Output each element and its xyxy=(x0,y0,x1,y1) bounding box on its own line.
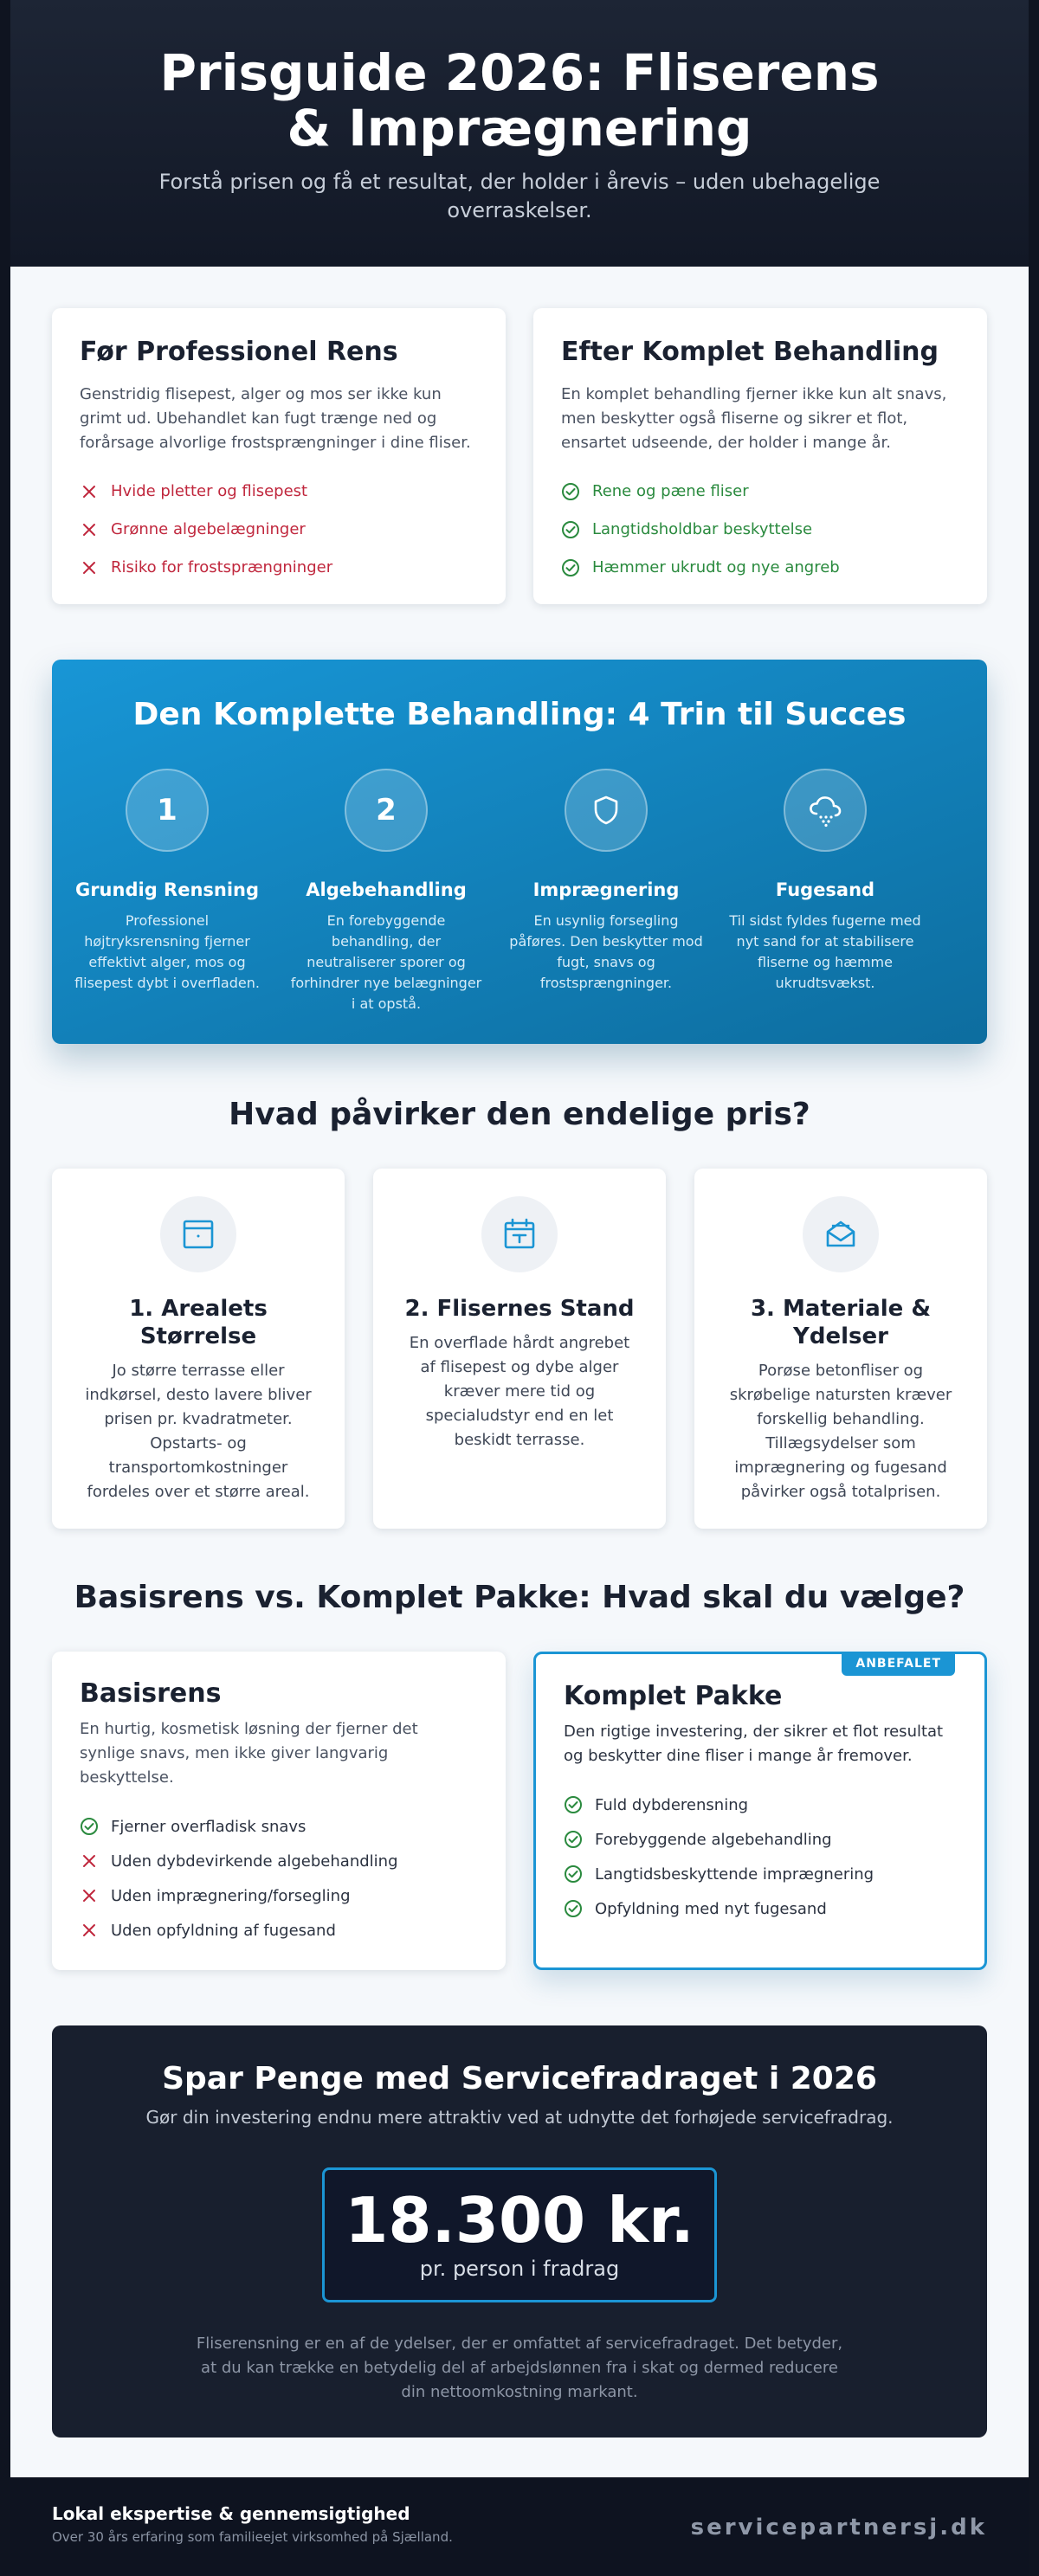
deduction-amount-box xyxy=(322,2167,717,2302)
list-item xyxy=(80,473,478,511)
check-circle-icon xyxy=(561,482,580,501)
list-item xyxy=(561,511,959,549)
check-circle-icon xyxy=(564,1795,583,1814)
factor-text: Jo større terrasse eller indkørsel, desto lavere bliver prisen pr. kvadratmeter. Opstarts- og transportomkostninger fordeles over et større areal. xyxy=(85,1362,312,1501)
list-item xyxy=(561,549,959,587)
step-title: Algebehandling xyxy=(306,879,467,900)
list-item-text: Uden dybdevirkende algebehandling xyxy=(111,1852,398,1871)
check-circle-icon xyxy=(561,558,580,577)
factor-text: En overflade hårdt angrebet af flisepest og dybe alger kræver mere tid og specialudstyr end en let beskidt terrasse. xyxy=(409,1334,630,1449)
list-item xyxy=(80,1844,478,1878)
list-item-text: Fuld dybderensning xyxy=(595,1795,749,1814)
cloud-sand-icon xyxy=(784,769,867,852)
before-card xyxy=(52,308,506,604)
step-1-badge: 1 xyxy=(126,769,209,852)
list-item-text: Langtidsbeskyttende imprægnering xyxy=(595,1864,874,1884)
list-item-text: Rene og pæne fliser xyxy=(592,482,749,500)
area-icon xyxy=(160,1196,236,1272)
steps-panel xyxy=(52,660,987,1044)
x-icon xyxy=(80,520,99,539)
calendar-icon xyxy=(481,1196,558,1272)
list-item xyxy=(80,1878,478,1913)
deduction-caption: pr. person i fradrag xyxy=(419,2257,620,2281)
recommended-badge: ANBEFALET xyxy=(842,1652,955,1676)
x-icon xyxy=(80,1886,99,1905)
check-circle-icon xyxy=(564,1899,583,1918)
shield-icon xyxy=(565,769,648,852)
list-item xyxy=(564,1822,957,1857)
list-item-text: Forebyggende algebehandling xyxy=(595,1830,832,1849)
after-list xyxy=(561,473,959,587)
savings-panel xyxy=(52,2025,987,2438)
check-circle-icon xyxy=(564,1864,583,1884)
footer-subtitle: Over 30 års erfaring som familieejet virksomhed på Sjælland. xyxy=(52,2529,453,2545)
savings-subtitle: Gør din investering endnu mere attraktiv ved at udnytte det forhøjede servicefradrag. xyxy=(145,2107,894,2128)
step-3 xyxy=(498,769,714,994)
step-2-badge: 2 xyxy=(345,769,428,852)
basic-package-list xyxy=(80,1809,478,1948)
factor-card-3 xyxy=(694,1169,987,1529)
basic-package-title: Basisrens xyxy=(80,1678,222,1709)
before-title: Før Professionel Rens xyxy=(80,337,398,367)
step-2 xyxy=(278,769,494,1014)
factor-card-2 xyxy=(373,1169,666,1529)
savings-title: Spar Penge med Servicefradraget i 2026 xyxy=(162,2061,877,2096)
list-item xyxy=(564,1787,957,1822)
factor-title: 1. Arealets Størrelse xyxy=(129,1296,268,1349)
factors-title: Hvad påvirker den endelige pris? xyxy=(229,1097,810,1132)
list-item-text: Hæmmer ukrudt og nye angreb xyxy=(592,558,840,576)
list-item xyxy=(80,511,478,549)
x-icon xyxy=(80,1852,99,1871)
list-item xyxy=(561,473,959,511)
after-title: Efter Komplet Behandling xyxy=(561,337,939,367)
check-circle-icon xyxy=(564,1830,583,1849)
list-item xyxy=(564,1857,957,1891)
page-subtitle: Forstå prisen og få et resultat, der holder i årevis – uden ubehagelige overraskelser. xyxy=(158,170,881,222)
step-text: Professionel højtryksrensning fjerner effektivt alger, mos og flisepest dybt i overfladen. xyxy=(74,912,260,991)
steps-title: Den Komplette Behandling: 4 Trin til Succes xyxy=(132,697,907,732)
packages-title: Basisrens vs. Komplet Pakke: Hvad skal du vælge? xyxy=(74,1580,965,1615)
footer-title: Lokal ekspertise & gennemsigtighed xyxy=(52,2503,410,2524)
list-item-text: Grønne algebelægninger xyxy=(111,520,306,538)
list-item-text: Fjerner overfladisk snavs xyxy=(111,1817,307,1836)
page-title: Prisguide 2026: Fliserens & Imprægnering xyxy=(159,43,880,158)
list-item-text: Opfyldning med nyt fugesand xyxy=(595,1899,827,1918)
check-circle-icon xyxy=(561,520,580,539)
step-1 xyxy=(59,769,275,994)
list-item xyxy=(564,1891,957,1926)
step-4 xyxy=(717,769,933,994)
list-item-text: Uden imprægnering/forsegling xyxy=(111,1886,351,1905)
full-package-card xyxy=(533,1652,987,1970)
list-item xyxy=(80,1913,478,1948)
open-mail-icon xyxy=(803,1196,879,1272)
footer xyxy=(10,2477,1029,2576)
x-icon xyxy=(80,482,99,501)
list-item-text: Uden opfyldning af fugesand xyxy=(111,1921,336,1940)
basic-package-description: En hurtig, kosmetisk løsning der fjerner det synlige snavs, men ikke giver langvarig beskyttelse. xyxy=(80,1720,418,1787)
list-item-text: Risiko for frostsprængninger xyxy=(111,558,333,576)
check-circle-icon xyxy=(80,1817,99,1836)
factor-text: Porøse betonfliser og skrøbelige natursten kræver forskellig behandling. Tillægsydelser som imprægnering og fugesand påvirker også totalprisen. xyxy=(729,1362,952,1501)
list-item-text: Langtidsholdbar beskyttelse xyxy=(592,520,813,538)
list-item-text: Hvide pletter og flisepest xyxy=(111,482,308,500)
before-description: Genstridig flisepest, alger og mos ser ikke kun grimt ud. Ubehandlet kan fugt trænge ned og forårsage alvorlige frostsprængninger i dine fliser. xyxy=(80,385,471,452)
x-icon xyxy=(80,558,99,577)
after-card xyxy=(533,308,987,604)
factor-title: 2. Flisernes Stand xyxy=(404,1296,635,1322)
x-icon xyxy=(80,1921,99,1940)
full-package-description: Den rigtige investering, der sikrer et flot resultat og beskytter dine fliser i mange år fremover. xyxy=(564,1723,944,1765)
step-text: En forebyggende behandling, der neutraliserer sporer og forhindrer nye belægninger i at opstå. xyxy=(290,912,482,1012)
factor-card-1 xyxy=(52,1169,345,1529)
basic-package-card xyxy=(52,1652,506,1970)
savings-note: Fliserensning er en af de ydelser, der er omfattet af servicefradraget. Det betyder, at du kan trække en betydelig del af arbejdslønnen fra i skat og dermed reducere din nettoomkostning markant. xyxy=(196,2334,843,2401)
before-list xyxy=(80,473,478,587)
after-description: En komplet behandling fjerner ikke kun alt snavs, men beskytter også fliserne og sikrer et flot, ensartet udseende, der holder i mange år. xyxy=(561,385,947,452)
list-item xyxy=(80,549,478,587)
website-link[interactable]: servicepartnersj.dk xyxy=(690,2515,987,2541)
full-package-list xyxy=(564,1787,957,1926)
deduction-amount: 18.300 kr. xyxy=(345,2184,694,2257)
list-item xyxy=(80,1809,478,1844)
step-text: En usynlig forsegling påføres. Den beskytter mod fugt, snavs og frostsprængninger. xyxy=(509,912,703,991)
step-title: Fugesand xyxy=(775,879,875,900)
hero-header xyxy=(10,0,1029,267)
factor-title: 3. Materiale & Ydelser xyxy=(750,1296,932,1349)
step-text: Til sidst fyldes fugerne med nyt sand for at stabilisere fliserne og hæmme ukrudtsvækst. xyxy=(729,912,921,991)
step-title: Grundig Rensning xyxy=(74,879,260,900)
full-package-title: Komplet Pakke xyxy=(564,1681,783,1711)
step-title: Imprægnering xyxy=(532,879,680,900)
